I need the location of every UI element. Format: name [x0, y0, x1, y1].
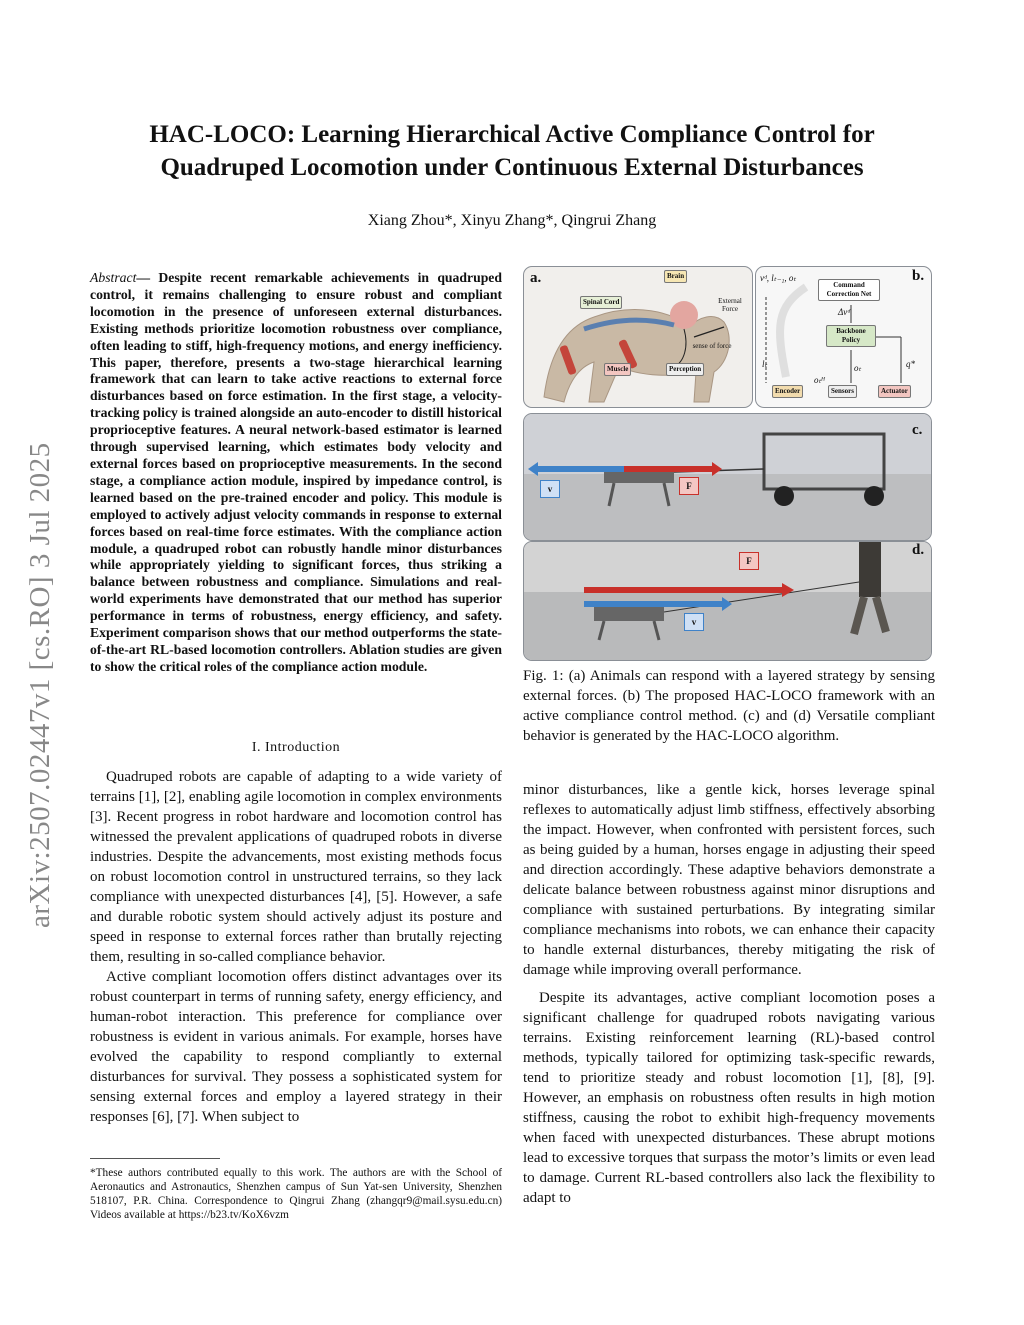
- robot-silhouette: [780, 287, 806, 377]
- external-force-text: External Force: [718, 297, 742, 313]
- encoder-box: Encoder: [772, 385, 803, 398]
- animal-illustration: [524, 267, 752, 407]
- force-tag: F: [679, 477, 699, 495]
- panel-c-label: c.: [912, 422, 923, 438]
- section-heading-introduction: I. Introduction: [251, 740, 341, 755]
- intro-paragraph-1: Quadruped robots are capable of adapting to a wide variety of terrains [1], [2], enabling agile locomotion in complex environments [3]. Recent progress in robot hardware and locomotion control has witnessed the prevalent applications of quadruped robots in diverse industries. Despite the advancements, most existing methods focus on robust locomotion control in unstructured terrains, so they lack compliance with unexpected disturbances [4], [5]. However, a safe and durable robotic system should actively adjust its posture and speed in response to external forces rather than brutally rejecting them, resulting in so-called compliance behavior.: [90, 769, 502, 965]
- brain-shape: [670, 301, 698, 329]
- title-line-2: Quadruped Locomotion under Continuous External Disturbances: [160, 154, 864, 181]
- panel-b-label: b.: [912, 268, 925, 284]
- figure-panel-d: [523, 541, 932, 661]
- velocity-tag: v: [684, 613, 704, 631]
- authors: Xiang Zhou*, Xinyu Zhang*, Qingrui Zhang: [367, 212, 657, 229]
- panel-a-label: a.: [530, 270, 542, 286]
- cart-wheel-1: [774, 486, 794, 506]
- abstract-text: — Despite recent remarkable achievements in quadruped control, it remains challenging to ensure robust and compliant locomotion in the presence of unforeseen external disturbances. Existing methods prioritize locomotion robustness over compliance, often leading to stiff, high-frequency motions, and energy inefficiency. This paper, therefore, presents a two-stage hierarchical learning framework that can learn to take active reactions to external force disturbances based on force estimation. In the first stage, a velocity-tracking policy is trained alongside an auto-encoder to distill historical proprioceptive features. A neural network-based estimator is learned through supervised learning, which estimates body velocity and external forces based on proprioceptive measurements. In the second stage, a compliance action module, inspired by impedance control, is learned based on the pre-trained encoder and policy. This module is employed to actively adjust velocity commands in response to external forces based on real-time force estimates. With the compliance action module, a quadruped robot can robustly handle minor disturbances while appropriately yielding to significant forces, thus striking a balance between robustness and compliance. Simulations and real-world experiments have demonstrated that our method has superior performance in terms of robustness, energy efficiency, and safety. Experiment comparison shows that our method outperforms the state-of-the-art RL-based locomotion controllers. Ablation studies are given to show the critical roles of the compliance action module.: [90, 270, 502, 674]
- person-torso: [859, 542, 881, 597]
- paper-title: [60, 118, 964, 184]
- background-wall: [524, 414, 931, 474]
- spinal-cord-box: Spinal Cord: [580, 296, 622, 309]
- sense-of-force-text: sense of force: [692, 342, 732, 350]
- abstract: [90, 270, 502, 676]
- right-paragraph-1: minor disturbances, like a gentle kick, horses leverage spinal reflexes to automatically adjust limb stiffness, effectively absorbing the impact. However, when confronted with persistent forces, such as being guided by a human, horses engage in adjusting their speed and direction accordingly. These adaptive behaviors demonstrate a delicate balance between robustness against minor disruptions and compliance with sustained perturbations. By integrating similar compliance mechanisms into robots, we can enhance their capacity to handle external disturbances, thereby mitigating the risk of damage while improving overall performance.: [523, 782, 935, 978]
- title-line-1: HAC-LOCO: Learning Hierarchical Active Compliance Control for: [149, 121, 875, 148]
- figure-panel-c: [523, 413, 932, 541]
- o-h-symbol: oₜᴴ: [814, 375, 825, 385]
- photo-human-scene: [524, 542, 931, 660]
- velocity-tag: v: [540, 480, 560, 498]
- photo-cart-scene: [524, 414, 931, 540]
- o-t-symbol: oₜ: [854, 363, 862, 373]
- perception-box: Perception: [666, 363, 704, 376]
- figure-panel-b: [755, 266, 932, 408]
- muscle-box: Muscle: [604, 363, 631, 376]
- l-t-symbol: lₜ: [762, 359, 768, 369]
- cart-wheel-2: [864, 486, 884, 506]
- input-symbols: vᵈ, lₜ₋₁, oₜ: [760, 273, 796, 283]
- command-correction-net-box: Command Correction Net: [818, 279, 880, 301]
- force-tag: F: [739, 552, 759, 570]
- figure-panel-a: [523, 266, 753, 408]
- intro-paragraph-2: Active compliant locomotion offers distinct advantages over its robust counterpart in terms of running safety, energy efficiency, and human-robot interaction. This preference for compliance over robustness is evident in various animals. For example, horses have evolved the capability to respond compliantly to external disturbances for survival. They possess a sophisticated system for sensing external forces and employ a layered strategy in their responses [6], [7]. When subject to: [90, 969, 502, 1125]
- backbone-policy-box: Backbone Policy: [826, 325, 876, 347]
- intro-column: [90, 767, 502, 1127]
- q-star-symbol: q*: [906, 359, 915, 369]
- actuator-box: Actuator: [878, 385, 911, 398]
- delta-v-symbol: Δvᵈ: [838, 307, 851, 317]
- right-column: [523, 780, 935, 1208]
- brain-box: Brain: [664, 270, 687, 283]
- robot-body: [594, 607, 664, 621]
- abstract-label: Abstract: [90, 270, 137, 285]
- footnote: *These authors contributed equally to this work. The authors are with the School of Aeronautics and Astronautics, Shenzhen campus of Sun Yat-sen University, Shenzhen 518107, P.R. China. Correspondence to Qingrui Zhang (zhangqr9@mail.sysu.edu.cn) Videos available at https://b23.tv/KoX6vzm: [90, 1167, 502, 1221]
- figure-caption: Fig. 1: (a) Animals can respond with a layered strategy by sensing external forces. (b) The proposed HAC-LOCO framework with an active compliance control method. (c) and (d) Versatile compliant behavior is generated by the HAC-LOCO algorithm.: [523, 668, 935, 744]
- sensors-box: Sensors: [828, 385, 857, 398]
- right-paragraph-2: Despite its advantages, active compliant locomotion poses a significant challenge for quadruped robots navigating various terrains. Existing reinforcement learning (RL)-based control methods, typically tailored for optimizing task-specific rewards, tend to prioritize steady and robust locomotion [1], [8], [9]. However, an emphasis on robustness often results in high motion stiffness, causing the robot to exhibit high-frequency movements when faced with unexpected disturbances. These abrupt motions lead to excessive torques that surpass the motor’s limits or even lead to damage. Current RL-based controllers also lack the flexibility to adapt to: [523, 990, 935, 1206]
- arxiv-sidebar-id: arXiv:2507.02447v1 [cs.RO] 3 Jul 2025: [24, 442, 56, 928]
- horse-body: [544, 310, 729, 402]
- floor: [524, 474, 931, 540]
- panel-d-label: d.: [912, 542, 925, 558]
- footnote-divider: [90, 1158, 220, 1159]
